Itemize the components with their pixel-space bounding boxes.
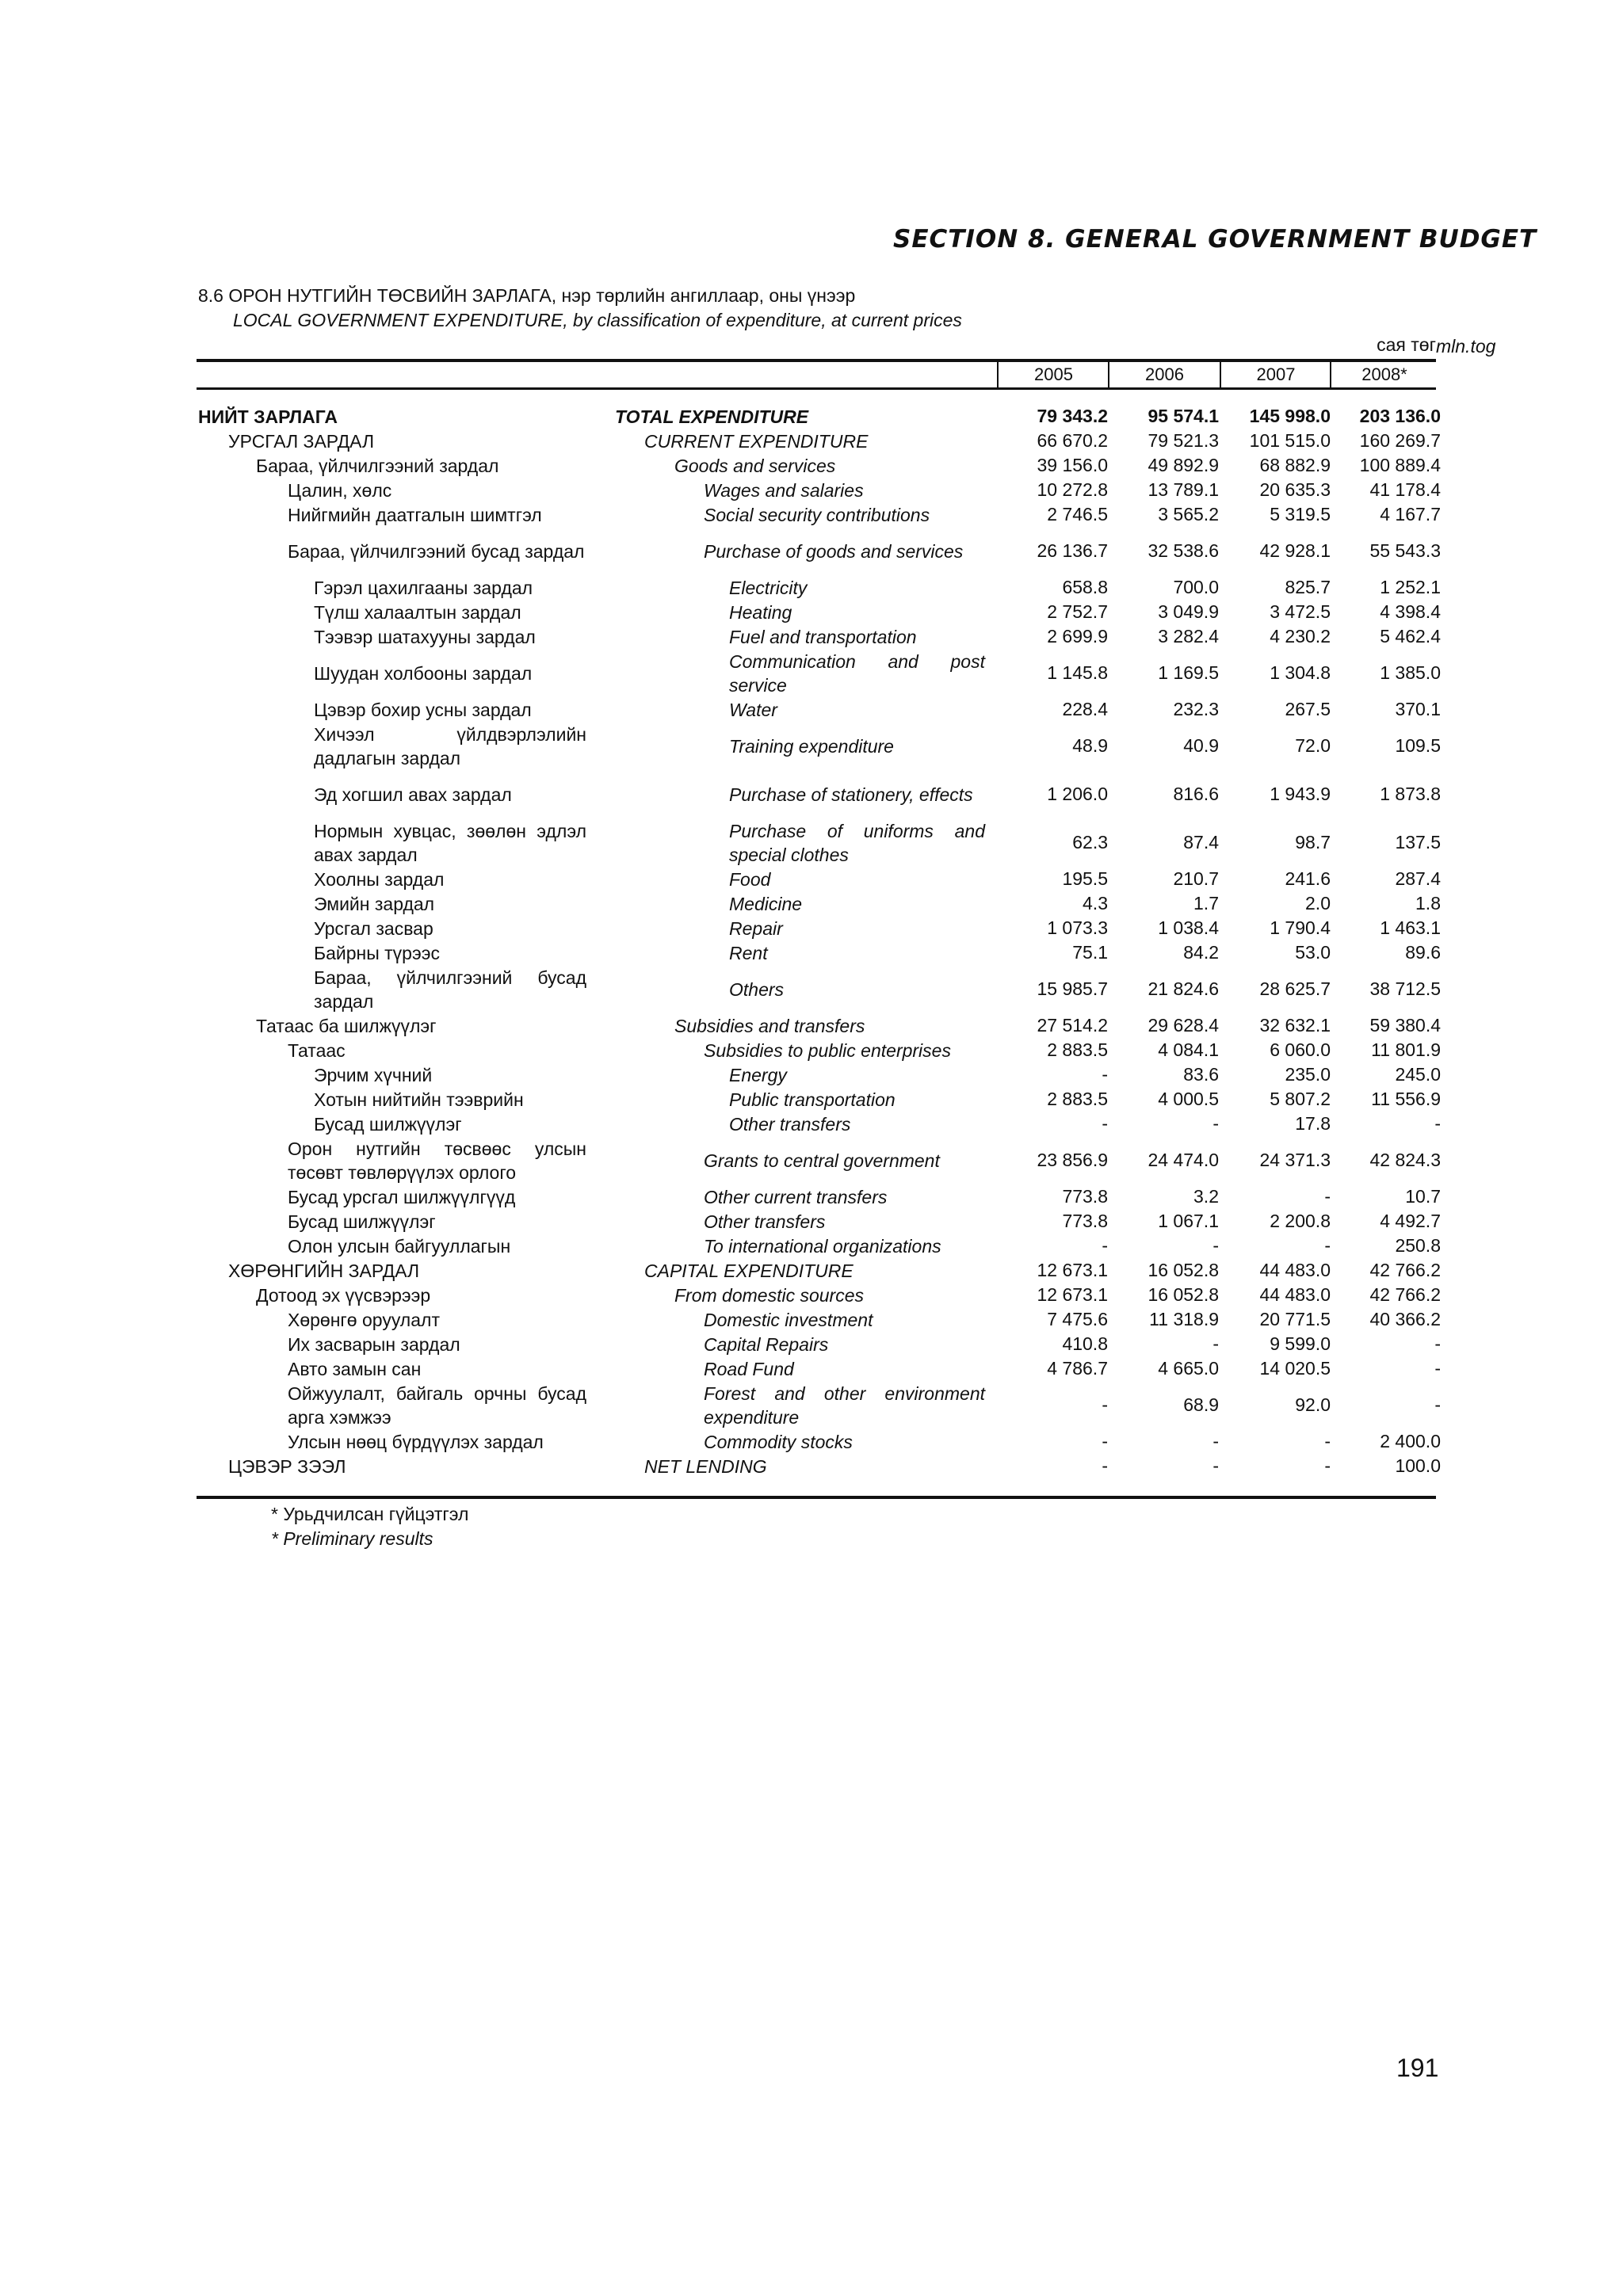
row-label-mn: Хичээл үйлдвэрлэлийн дадлагын зардал [314,723,586,769]
value-2007: 241.6 [1285,868,1331,889]
value-2005: 228.4 [1062,699,1108,719]
row-label-mn: Хоолны зардал [314,868,445,890]
year-2006: 2006 [1108,362,1220,387]
row-label-mn: Гэрэл цахилгааны зардал [314,577,533,598]
value-2008: 41 178.4 [1369,479,1441,500]
value-2006: 3 049.9 [1158,601,1219,622]
value-2007: 235.0 [1285,1064,1331,1085]
row-label-en: To international organizations [704,1235,941,1257]
value-2006: 32 538.6 [1148,540,1219,561]
table-row [197,1234,1441,1258]
value-2006: 3 565.2 [1158,504,1219,524]
value-2007: 17.8 [1295,1113,1331,1134]
row-label-en: Capital Repairs [704,1333,829,1355]
row-label-mn: Татаас [288,1039,346,1061]
value-2005: 658.8 [1062,577,1108,597]
table-row [197,1209,1441,1234]
value-2007: 20 771.5 [1259,1309,1331,1329]
row-label-mn: Улсын нөөц бүрдүүлэх зардал [288,1431,544,1452]
footnote-en: * Preliminary results [271,1528,433,1549]
value-2005: - [1102,1064,1108,1085]
table-row [197,1184,1441,1209]
value-2005: 2 699.9 [1047,626,1108,646]
value-2008: 5 462.4 [1380,626,1441,646]
table-row [197,404,1441,429]
row-label-mn: Түлш халаалтын зардал [314,601,521,623]
row-label-mn: УРСГАЛ ЗАРДАЛ [228,430,375,452]
value-2006: 49 892.9 [1148,455,1219,475]
value-2008: 160 269.7 [1359,430,1441,451]
section-title: SECTION 8. GENERAL GOVERNMENT BUDGET [893,225,1537,254]
table-title-mn: 8.6 ОРОН НУТГИЙН ТӨСВИЙН ЗАРЛАГА, нэр төрлийн ангиллаар, оны үнээр [198,285,856,306]
value-2005: 773.8 [1062,1186,1108,1207]
row-label-mn: Орон нутгийн төсвөөс улсын төсөвт төвлөрүүлэх орлого [288,1138,586,1183]
value-2006: 4 084.1 [1158,1039,1219,1060]
value-2008: 1 252.1 [1380,577,1441,597]
unit-mn: сая төг [1377,334,1436,355]
footnote-mn: * Урьдчилсан гүйцэтгэл [271,1504,469,1524]
row-label-en: Social security contributions [704,504,930,525]
value-2006: 3 282.4 [1158,626,1219,646]
value-2005: 23 856.9 [1037,1150,1108,1170]
value-2007: 1 790.4 [1270,917,1331,938]
row-label-en: Goods and services [674,455,836,476]
value-2005: 1 073.3 [1047,917,1108,938]
table-row [197,1454,1441,1478]
table-row [197,867,1441,891]
table-row [197,940,1441,965]
table-row [197,575,1441,600]
value-2006: 84.2 [1183,942,1219,963]
unit-label [1377,334,1496,357]
row-label-en: Grants to central government [704,1150,940,1171]
value-2007: 6 060.0 [1270,1039,1331,1060]
row-label-en: Others [729,978,785,1000]
value-2008: 38 712.5 [1369,978,1441,999]
row-label-en: Subsidies and transfers [674,1015,865,1036]
row-label-en: Energy [729,1064,787,1085]
table-row [197,1112,1441,1136]
row-label-en: Rent [729,942,768,963]
row-label-mn: Эрчим хүчний [314,1064,433,1085]
table-row [197,1087,1441,1112]
value-2007: - [1324,1186,1331,1207]
value-2008: 10.7 [1405,1186,1441,1207]
value-2007: 32 632.1 [1259,1015,1331,1035]
row-label-mn: Ойжуулалт, байгаль орчны бусад арга хэмжээ [288,1383,586,1428]
value-2007: - [1324,1431,1331,1451]
row-label-mn: Бусад шилжүүлэг [288,1211,436,1232]
row-label-mn: Бусад шилжүүлэг [314,1113,462,1135]
value-2005: - [1102,1235,1108,1256]
value-2008: - [1434,1358,1441,1379]
value-2006: 1 067.1 [1158,1211,1219,1231]
row-label-mn: Хотын нийтийн тээврийн [314,1089,524,1110]
row-label-en: TOTAL EXPENDITURE [615,406,809,427]
value-2007: 20 635.3 [1259,479,1331,500]
year-header-row [197,359,1436,390]
value-2007: 5 319.5 [1270,504,1331,524]
value-2008: 4 398.4 [1380,601,1441,622]
value-2007: 98.7 [1295,832,1331,852]
table-row [197,1381,1441,1429]
section-header [876,217,1537,261]
value-2007: 101 515.0 [1249,430,1331,451]
value-2005: 2 746.5 [1047,504,1108,524]
row-label-en: Medicine [729,893,803,914]
value-2006: 83.6 [1183,1064,1219,1085]
value-2006: 232.3 [1173,699,1219,719]
value-2005: 10 272.8 [1037,479,1108,500]
value-2008: 2 400.0 [1380,1431,1441,1451]
value-2006: 16 052.8 [1148,1284,1219,1305]
table-row [197,1013,1441,1038]
value-2007: 72.0 [1295,735,1331,756]
value-2005: - [1102,1394,1108,1415]
value-2006: 24 474.0 [1148,1150,1219,1170]
table-row [197,965,1441,1013]
value-2005: 195.5 [1062,868,1108,889]
value-2006: 68.9 [1183,1394,1219,1415]
value-2008: 1 463.1 [1380,917,1441,938]
row-label-en: Other transfers [729,1113,851,1135]
row-label-mn: Дотоод эх үүсвэрээр [256,1284,431,1306]
value-2007: 44 483.0 [1259,1284,1331,1305]
table-body [197,404,1441,1478]
value-2008: 109.5 [1395,735,1441,756]
value-2006: 95 574.1 [1148,406,1219,426]
row-label-en: Training expenditure [729,735,894,757]
value-2005: 1 145.8 [1047,662,1108,683]
row-label-en: CAPITAL EXPENDITURE [644,1260,854,1281]
table-row [197,722,1441,770]
row-label-en: Electricity [729,577,808,598]
unit-en: mln.tog [1436,336,1496,357]
value-2008: 1.8 [1415,893,1441,913]
value-2008: 4 167.7 [1380,504,1441,524]
row-label-mn: Олон улсын байгууллагын [288,1235,511,1257]
row-label-en: Other transfers [704,1211,826,1232]
value-2007: 3 472.5 [1270,601,1331,622]
value-2005: 2 883.5 [1047,1039,1108,1060]
table-row [197,1038,1441,1062]
row-label-en: Purchase of goods and services [704,540,964,562]
value-2006: - [1212,1333,1219,1354]
value-2006: 13 789.1 [1148,479,1219,500]
value-2007: - [1324,1455,1331,1476]
value-2006: 4 000.5 [1158,1089,1219,1109]
value-2007: 14 020.5 [1259,1358,1331,1379]
value-2006: 79 521.3 [1148,430,1219,451]
table-row [197,453,1441,478]
value-2005: 66 670.2 [1037,430,1108,451]
table-title-en: LOCAL GOVERNMENT EXPENDITURE, by classification of expenditure, at current prices [233,310,962,330]
table-row [197,527,1441,575]
year-2007: 2007 [1220,362,1331,387]
value-2005: - [1102,1455,1108,1476]
value-2005: 39 156.0 [1037,455,1108,475]
row-label-en: From domestic sources [674,1284,865,1306]
row-label-en: Road Fund [704,1358,794,1379]
value-2006: - [1212,1235,1219,1256]
table-row [197,770,1441,818]
value-2005: 12 673.1 [1037,1284,1108,1305]
row-label-en: Heating [729,601,792,623]
value-2008: 42 824.3 [1369,1150,1441,1170]
value-2008: 287.4 [1395,868,1441,889]
row-label-mn: Эмийн зардал [314,893,435,914]
row-label-mn: Хөрөнгө оруулалт [288,1309,440,1330]
value-2008: 59 380.4 [1369,1015,1441,1035]
row-label-en: Purchase of uniforms and special clothes [729,820,985,865]
value-2008: - [1434,1333,1441,1354]
value-2005: 62.3 [1072,832,1108,852]
value-2006: 1.7 [1193,893,1219,913]
row-label-en: CURRENT EXPENDITURE [644,430,869,452]
value-2007: 24 371.3 [1259,1150,1331,1170]
row-label-en: Wages and salaries [704,479,864,501]
table-row [197,1258,1441,1283]
year-2008: 2008* [1330,362,1438,387]
value-2008: 1 385.0 [1380,662,1441,683]
row-label-mn: Бараа, үйлчилгээний бусад зардал [314,967,586,1012]
row-label-mn: НИЙТ ЗАРЛАГА [198,406,338,427]
row-label-en: Subsidies to public enterprises [704,1039,951,1061]
table-row [197,891,1441,916]
value-2008: 250.8 [1395,1235,1441,1256]
value-2005: 75.1 [1072,942,1108,963]
value-2007: 267.5 [1285,699,1331,719]
value-2006: 4 665.0 [1158,1358,1219,1379]
row-label-mn: ЦЭВЭР ЗЭЭЛ [228,1455,346,1477]
table-row [197,600,1441,624]
row-label-mn: Бараа, үйлчилгээний бусад зардал [288,540,585,562]
value-2005: - [1102,1113,1108,1134]
row-label-en: Public transportation [729,1089,896,1110]
row-label-mn: Бараа, үйлчилгээний зардал [256,455,499,476]
row-label-mn: Бусад урсгал шилжүүлгүүд [288,1186,516,1207]
row-label-mn: Их засварын зардал [288,1333,460,1355]
value-2008: 11 556.9 [1371,1089,1441,1109]
value-2005: 12 673.1 [1037,1260,1108,1280]
row-label-en: Food [729,868,771,890]
value-2006: 3.2 [1193,1186,1219,1207]
value-2006: 87.4 [1183,832,1219,852]
value-2007: 92.0 [1295,1394,1331,1415]
table-row [197,818,1441,867]
row-label-mn: Цалин, хөлс [288,479,392,501]
value-2005: 15 985.7 [1037,978,1108,999]
row-label-mn: Цэвэр бохир усны зардал [314,699,532,720]
value-2008: 245.0 [1395,1064,1441,1085]
table-bottom-rule [197,1496,1436,1499]
table-row [197,478,1441,502]
value-2008: 55 543.3 [1369,540,1441,561]
value-2007: 2.0 [1305,893,1331,913]
value-2007: 53.0 [1295,942,1331,963]
value-2008: - [1434,1113,1441,1134]
value-2007: 28 625.7 [1259,978,1331,999]
value-2007: 5 807.2 [1270,1089,1331,1109]
table-row [197,649,1441,697]
row-label-en: Other current transfers [704,1186,888,1207]
value-2006: 700.0 [1173,577,1219,597]
row-label-en: Water [729,699,777,720]
value-2005: 7 475.6 [1047,1309,1108,1329]
value-2006: 816.6 [1173,784,1219,804]
table-row [197,1062,1441,1087]
value-2007: 9 599.0 [1270,1333,1331,1354]
row-label-en: NET LENDING [644,1455,767,1477]
value-2008: - [1434,1394,1441,1415]
value-2005: 773.8 [1062,1211,1108,1231]
value-2005: 4 786.7 [1047,1358,1108,1379]
value-2007: 1 304.8 [1270,662,1331,683]
table-row [197,697,1441,722]
value-2007: 2 200.8 [1270,1211,1331,1231]
row-label-mn: Нийгмийн даатгалын шимтгэл [288,504,542,525]
value-2006: 210.7 [1173,868,1219,889]
value-2005: 79 343.2 [1037,406,1108,426]
value-2008: 100.0 [1395,1455,1441,1476]
value-2005: 1 206.0 [1047,784,1108,804]
value-2008: 203 136.0 [1359,406,1441,426]
table-row [197,1429,1441,1454]
value-2007: 44 483.0 [1259,1260,1331,1280]
value-2008: 89.6 [1405,942,1441,963]
value-2007: 1 943.9 [1270,784,1331,804]
row-label-en: Repair [729,917,783,939]
table-row [197,1356,1441,1381]
value-2006: 11 318.9 [1149,1309,1219,1329]
value-2007: - [1324,1235,1331,1256]
row-label-en: Purchase of stationery, effects [729,784,973,805]
row-label-en: Commodity stocks [704,1431,853,1452]
row-label-mn: Эд хогшил авах зардал [314,784,512,805]
row-label-mn: ХӨРӨНГИЙН ЗАРДАЛ [228,1260,420,1281]
value-2006: - [1212,1431,1219,1451]
value-2006: - [1212,1113,1219,1134]
value-2006: 40.9 [1183,735,1219,756]
row-label-mn: Байрны түрээс [314,942,440,963]
value-2008: 40 366.2 [1369,1309,1441,1329]
table-row [197,1332,1441,1356]
value-2005: 26 136.7 [1037,540,1108,561]
value-2007: 68 882.9 [1259,455,1331,475]
value-2006: - [1212,1455,1219,1476]
table-row [197,1283,1441,1307]
value-2006: 1 038.4 [1158,917,1219,938]
table-row [197,502,1441,527]
table-row [197,1136,1441,1184]
value-2007: 42 928.1 [1259,540,1331,561]
table-row [197,916,1441,940]
page-number: 191 [1396,2054,1439,2082]
value-2006: 1 169.5 [1158,662,1219,683]
row-label-mn: Тээвэр шатахууны зардал [314,626,536,647]
value-2008: 42 766.2 [1369,1284,1441,1305]
row-label-en: Fuel and transportation [729,626,917,647]
value-2008: 100 889.4 [1359,455,1441,475]
row-label-mn: Шуудан холбооны зардал [314,662,533,684]
value-2005: 4.3 [1083,893,1108,913]
value-2005: - [1102,1431,1108,1451]
value-2007: 825.7 [1285,577,1331,597]
value-2006: 16 052.8 [1148,1260,1219,1280]
value-2008: 370.1 [1395,699,1441,719]
table-row [197,1307,1441,1332]
value-2006: 29 628.4 [1148,1015,1219,1035]
row-label-mn: Урсгал засвар [314,917,433,939]
value-2005: 2 883.5 [1047,1089,1108,1109]
year-2005: 2005 [997,362,1109,387]
value-2005: 2 752.7 [1047,601,1108,622]
value-2007: 145 998.0 [1249,406,1331,426]
value-2007: 4 230.2 [1270,626,1331,646]
value-2005: 410.8 [1062,1333,1108,1354]
value-2008: 11 801.9 [1371,1039,1441,1060]
row-label-en: Communication and post service [729,650,985,696]
row-label-en: Forest and other environment expenditure [704,1383,985,1428]
value-2005: 27 514.2 [1037,1015,1108,1035]
table-row [197,429,1441,453]
value-2005: 48.9 [1072,735,1108,756]
value-2008: 137.5 [1395,832,1441,852]
value-2006: 21 824.6 [1148,978,1219,999]
value-2008: 42 766.2 [1369,1260,1441,1280]
row-label-mn: Нормын хувцас, зөөлөн эдлэл авах зардал [314,820,586,865]
value-2008: 4 492.7 [1380,1211,1441,1231]
table-row [197,624,1441,649]
row-label-mn: Авто замын сан [288,1358,422,1379]
value-2008: 1 873.8 [1380,784,1441,804]
row-label-mn: Татаас ба шилжүүлэг [256,1015,437,1036]
row-label-en: Domestic investment [704,1309,873,1330]
